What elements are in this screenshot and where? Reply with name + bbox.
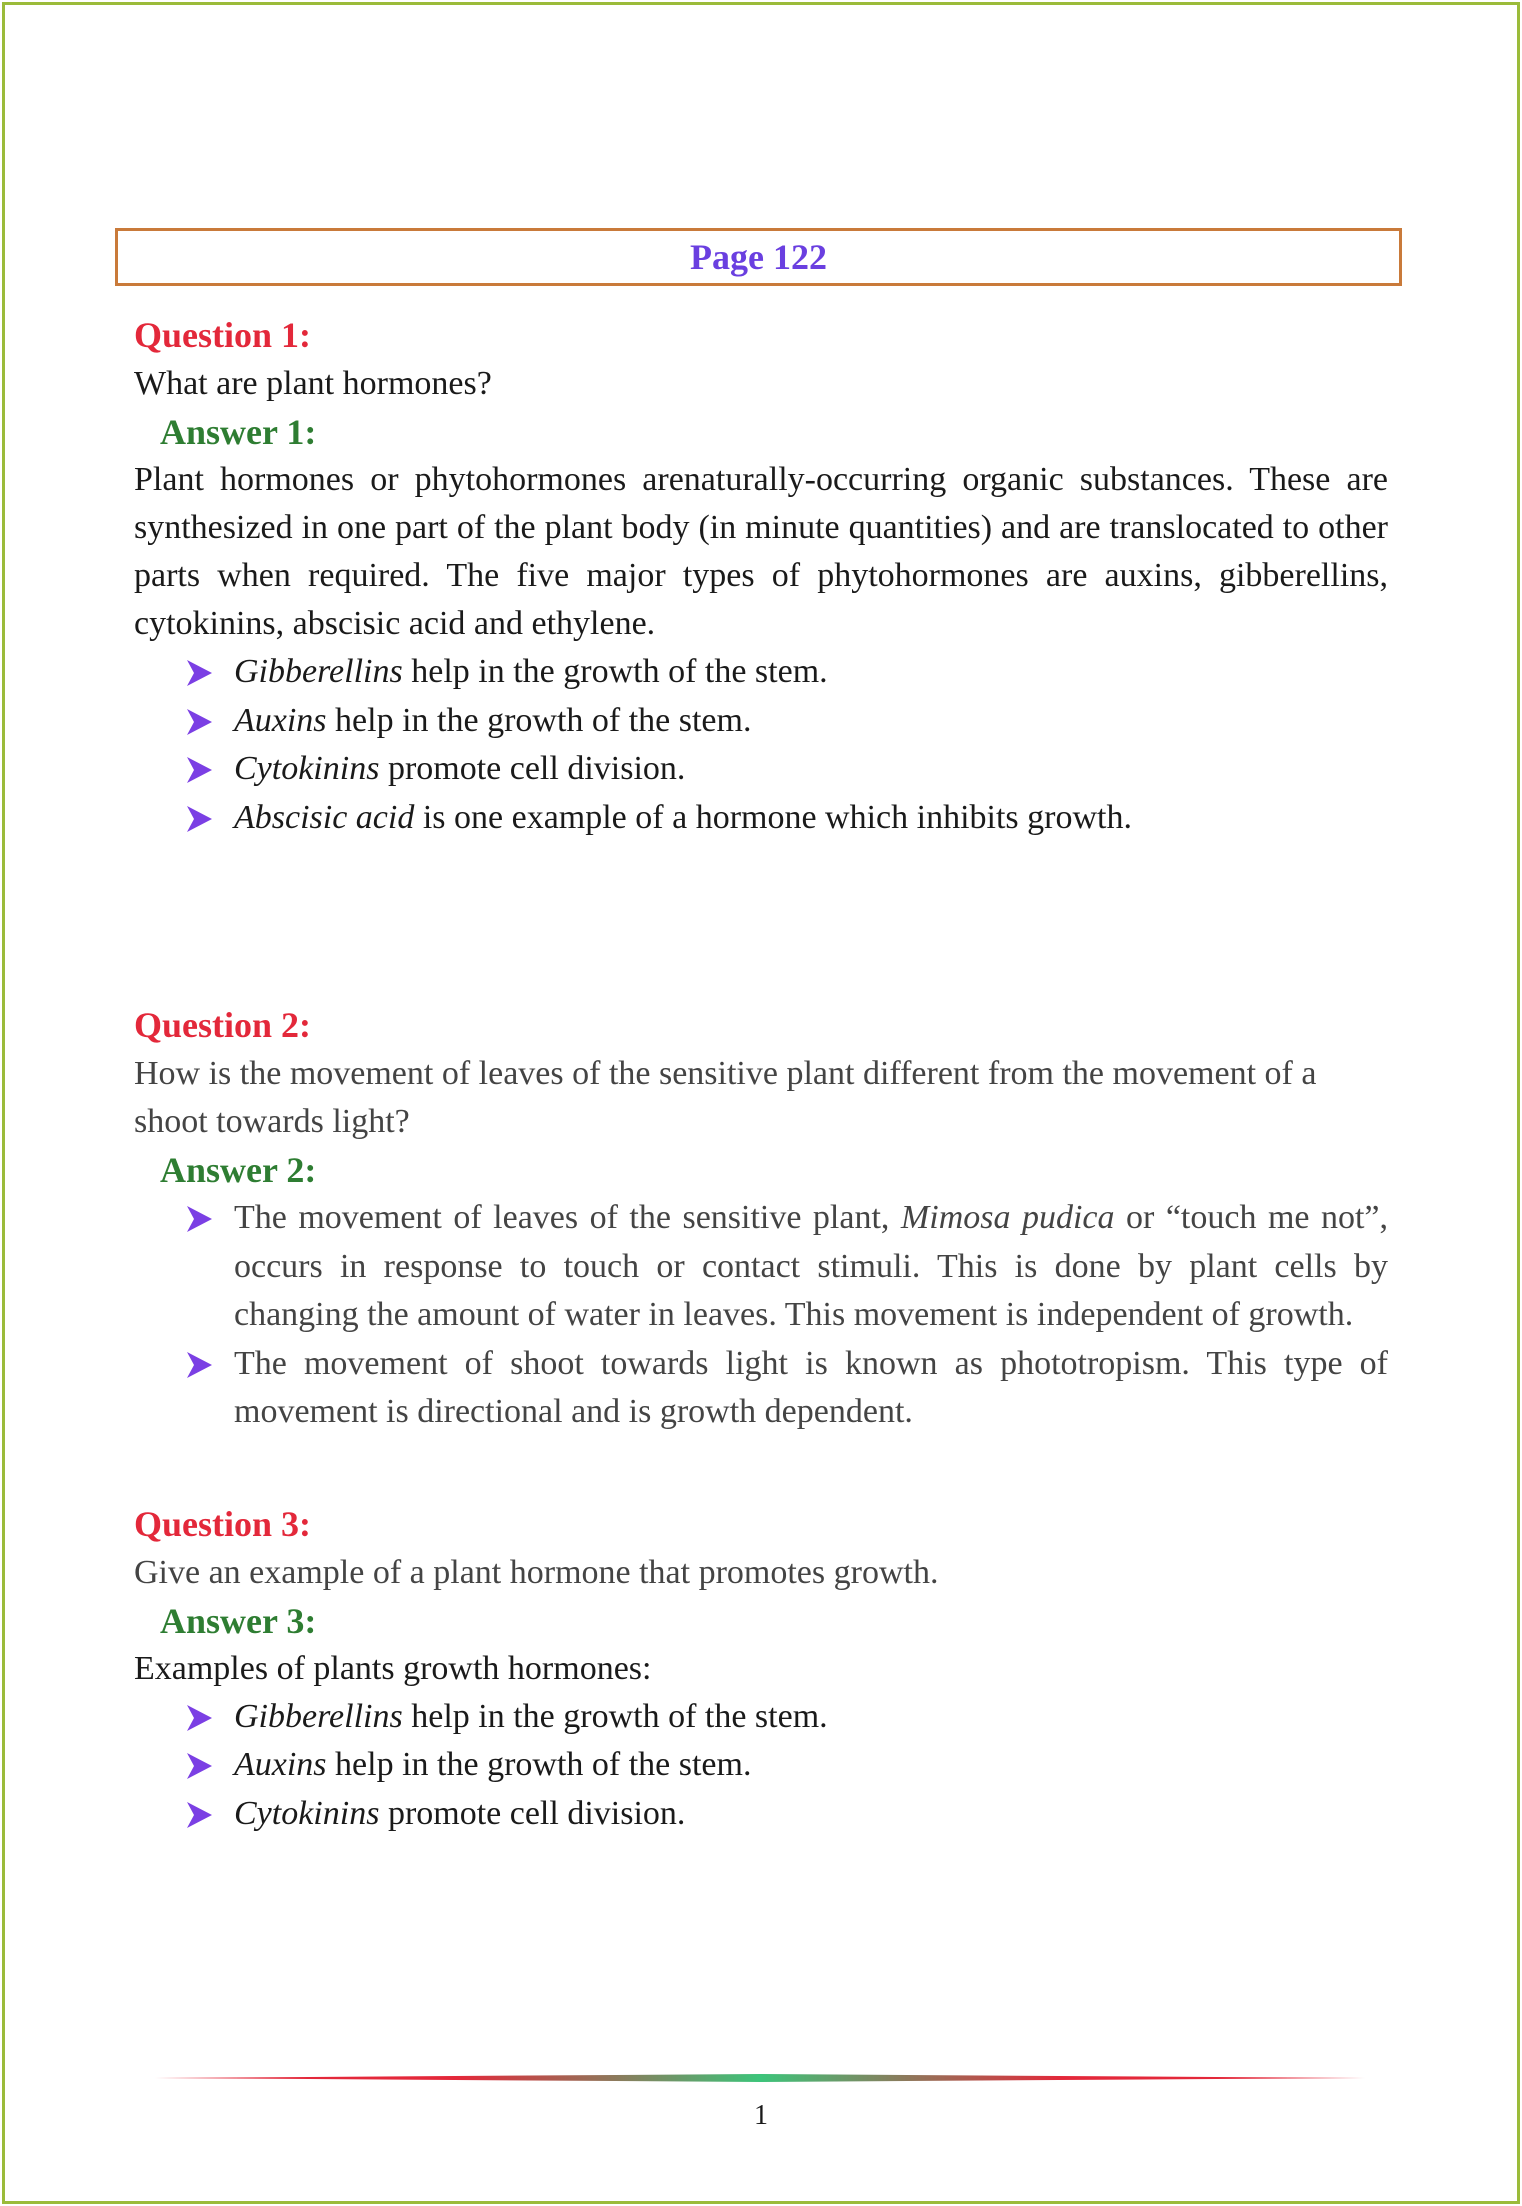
bullet-text: is one example of a hormone which inhibits growth. [414,798,1132,836]
question-1-heading: Question 1: [134,315,312,355]
list-item [184,1340,1388,1437]
hormone-term: Auxins [234,701,327,739]
answer-1-heading: Answer 1: [160,412,317,452]
answer-2-bullets [134,1194,1388,1437]
arrowhead-bullet-icon [184,1350,214,1380]
list-item [184,794,1388,843]
question-2-section [134,1000,1388,1437]
answer-3-heading: Answer 3: [160,1600,317,1641]
bullet-text: help in the growth of the stem. [402,1697,828,1735]
bullet-text: The movement of leaves of the sensitive plant, [234,1199,901,1236]
arrowhead-bullet-icon [184,1703,214,1733]
arrowhead-bullet-icon [184,707,214,737]
list-item [184,648,1388,697]
bullet-text: or “touch me not”, occurs in response to touch or contact stimuli. This is done by plant cells by changing the amount of water in leaves. This movement is independent of growth. [234,1199,1389,1333]
question-3-heading: Question 3: [134,1503,312,1544]
footer-divider [155,2069,1365,2077]
plant-name: Mimosa pudica [900,1199,1115,1236]
question-1-text: What are plant hormones? [134,365,492,402]
arrowhead-bullet-icon [184,1751,214,1781]
list-item [184,1194,1388,1340]
answer-1-bullets [134,648,1388,842]
hormone-term: Cytokinins [234,750,380,787]
question-2-text: How is the movement of leaves of the sensitive plant different from the movement of a shoot towards light? [134,1055,1317,1140]
hormone-term: Gibberellins [234,653,403,690]
arrowhead-bullet-icon [184,755,214,785]
bullet-text: help in the growth of the stem. [326,1746,752,1783]
list-item [184,745,1388,794]
answer-1-paragraph: Plant hormones or phytohormones arenaturally-occurring organic substances. These are synthesized in one part of the plant body (in minute quantities) and are translocated to other parts when required. The five major types of phytohormones are auxins, gibberellins, cytokinins, abscisic acid and ethylene. [134,461,1388,642]
question-3-text: Give an example of a plant hormone that promotes growth. [134,1553,939,1591]
list-item [184,697,1388,746]
answer-2-heading: Answer 2: [160,1150,317,1190]
arrowhead-bullet-icon [184,804,214,834]
arrowhead-bullet-icon [184,1204,214,1234]
content [134,310,1388,1838]
hormone-term: Gibberellins [234,1697,403,1735]
list-item [184,1741,1388,1790]
answer-3-paragraph: Examples of plants growth hormones: [134,1649,652,1687]
page-title: Page 122 [690,237,827,277]
page-title-box [115,228,1402,286]
spacer [134,1437,1388,1499]
bullet-text: promote cell division. [379,1794,686,1832]
arrowhead-bullet-icon [184,1800,214,1830]
page-number: 1 [754,2100,768,2131]
question-1-section [134,310,1388,842]
bullet-text: help in the growth of the stem. [326,701,752,739]
answer-3-bullets [134,1693,1388,1839]
question-2-heading: Question 2: [134,1005,312,1045]
list-item [184,1693,1388,1742]
question-3-section [134,1499,1388,1839]
hormone-term: Abscisic acid [234,798,415,836]
arrowhead-bullet-icon [184,658,214,688]
bullet-text: The movement of shoot towards light is known as phototropism. This type of movement is directional and is growth dependent. [234,1344,1388,1430]
hormone-term: Cytokinins [234,1794,380,1832]
hormone-term: Auxins [234,1746,327,1783]
spacer [134,842,1388,1000]
list-item [184,1790,1388,1839]
bullet-text: promote cell division. [379,750,686,787]
bullet-text: help in the growth of the stem. [402,653,828,690]
